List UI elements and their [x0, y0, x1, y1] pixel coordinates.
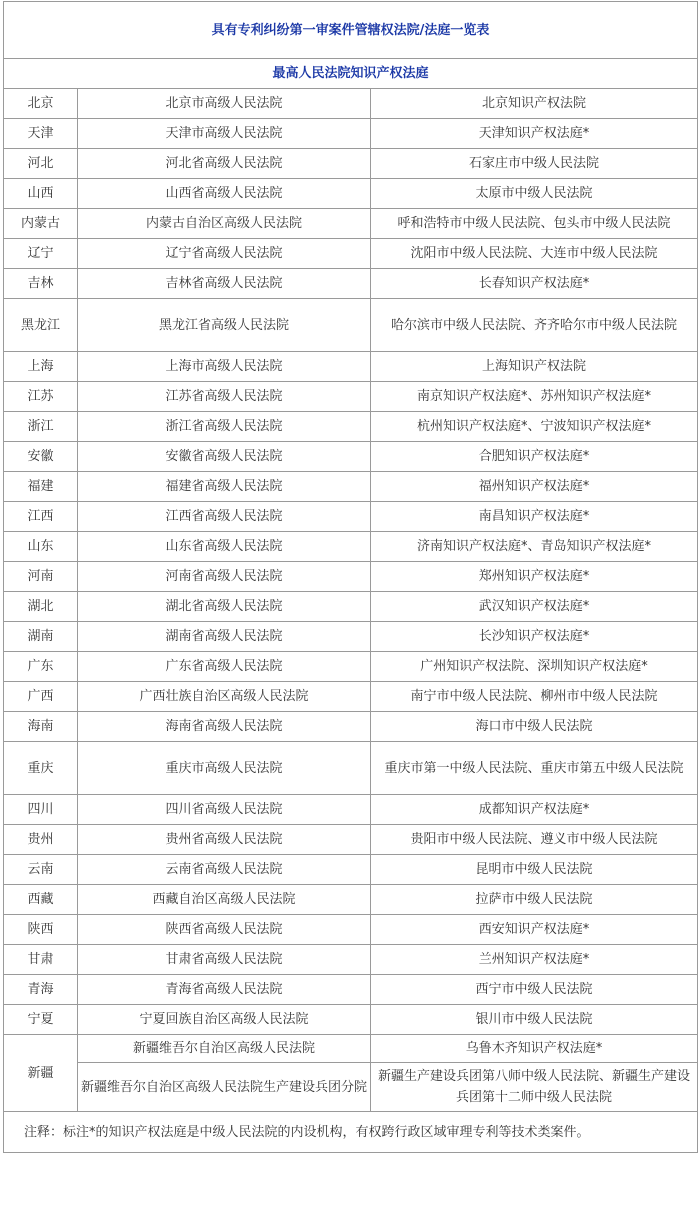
- first-instance-court-cell: 北京知识产权法院: [371, 89, 698, 119]
- table-row: [4, 945, 698, 975]
- table-row-xinjiang-1: [4, 1035, 698, 1063]
- high-court-cell: 海南省高级人民法院: [78, 712, 371, 742]
- first-instance-court-cell: 海口市中级人民法院: [371, 712, 698, 742]
- table-row: [4, 89, 698, 119]
- high-court-cell: 青海省高级人民法院: [78, 975, 371, 1005]
- province-cell: 黑龙江: [4, 299, 78, 352]
- first-instance-court-cell: 石家庄市中级人民法院: [371, 149, 698, 179]
- high-court-cell: 浙江省高级人民法院: [78, 412, 371, 442]
- first-instance-court-cell: 哈尔滨市中级人民法院、齐齐哈尔市中级人民法院: [371, 299, 698, 352]
- table-row: [4, 209, 698, 239]
- province-cell: 山西: [4, 179, 78, 209]
- table-subtitle-row: [4, 59, 698, 89]
- high-court-cell: 辽宁省高级人民法院: [78, 239, 371, 269]
- table-row: [4, 652, 698, 682]
- first-instance-court-cell: 杭州知识产权法庭*、宁波知识产权法庭*: [371, 412, 698, 442]
- table-row: [4, 149, 698, 179]
- table-row: [4, 179, 698, 209]
- high-court-cell: 新疆维吾尔自治区高级人民法院生产建设兵团分院: [78, 1063, 371, 1112]
- table-row: [4, 682, 698, 712]
- first-instance-court-cell: 贵阳市中级人民法院、遵义市中级人民法院: [371, 825, 698, 855]
- province-cell: 吉林: [4, 269, 78, 299]
- high-court-cell: 吉林省高级人民法院: [78, 269, 371, 299]
- first-instance-court-cell: 天津知识产权法庭*: [371, 119, 698, 149]
- first-instance-court-cell: 西安知识产权法庭*: [371, 915, 698, 945]
- province-cell: 江西: [4, 502, 78, 532]
- first-instance-court-cell: 福州知识产权法庭*: [371, 472, 698, 502]
- high-court-cell: 新疆维吾尔自治区高级人民法院: [78, 1035, 371, 1063]
- first-instance-court-cell: 重庆市第一中级人民法院、重庆市第五中级人民法院: [371, 742, 698, 795]
- province-cell: 广东: [4, 652, 78, 682]
- table-row: [4, 299, 698, 352]
- table-row: [4, 622, 698, 652]
- province-cell: 福建: [4, 472, 78, 502]
- table-row: [4, 855, 698, 885]
- table-row: [4, 502, 698, 532]
- first-instance-court-cell: 合肥知识产权法庭*: [371, 442, 698, 472]
- province-cell: 北京: [4, 89, 78, 119]
- table-row: [4, 712, 698, 742]
- high-court-cell: 江苏省高级人民法院: [78, 382, 371, 412]
- high-court-cell: 江西省高级人民法院: [78, 502, 371, 532]
- province-cell: 贵州: [4, 825, 78, 855]
- province-cell: 河南: [4, 562, 78, 592]
- first-instance-court-cell: 呼和浩特市中级人民法院、包头市中级人民法院: [371, 209, 698, 239]
- high-court-cell: 陕西省高级人民法院: [78, 915, 371, 945]
- table-subtitle: 最高人民法院知识产权法庭: [4, 59, 698, 89]
- province-cell: 西藏: [4, 885, 78, 915]
- high-court-cell: 重庆市高级人民法院: [78, 742, 371, 795]
- table-row: [4, 269, 698, 299]
- province-cell: 新疆: [4, 1035, 78, 1112]
- high-court-cell: 河南省高级人民法院: [78, 562, 371, 592]
- first-instance-court-cell: 成都知识产权法庭*: [371, 795, 698, 825]
- high-court-cell: 贵州省高级人民法院: [78, 825, 371, 855]
- table-title: 具有专利纠纷第一审案件管辖权法院/法庭一览表: [4, 2, 698, 59]
- note-row: [4, 1112, 698, 1153]
- first-instance-court-cell: 广州知识产权法院、深圳知识产权法庭*: [371, 652, 698, 682]
- province-cell: 宁夏: [4, 1005, 78, 1035]
- court-table: [3, 1, 698, 1153]
- table-row: [4, 825, 698, 855]
- table-title-row: [4, 2, 698, 59]
- province-cell: 内蒙古: [4, 209, 78, 239]
- high-court-cell: 河北省高级人民法院: [78, 149, 371, 179]
- table-row: [4, 742, 698, 795]
- first-instance-court-cell: 郑州知识产权法庭*: [371, 562, 698, 592]
- first-instance-court-cell: 太原市中级人民法院: [371, 179, 698, 209]
- first-instance-court-cell: 武汉知识产权法庭*: [371, 592, 698, 622]
- first-instance-court-cell: 昆明市中级人民法院: [371, 855, 698, 885]
- province-cell: 湖南: [4, 622, 78, 652]
- high-court-cell: 黑龙江省高级人民法院: [78, 299, 371, 352]
- note-text: 注释：标注*的知识产权法庭是中级人民法院的内设机构，有权跨行政区域审理专利等技术类案件。: [4, 1112, 698, 1153]
- province-cell: 浙江: [4, 412, 78, 442]
- province-cell: 山东: [4, 532, 78, 562]
- high-court-cell: 广东省高级人民法院: [78, 652, 371, 682]
- table-row: [4, 975, 698, 1005]
- high-court-cell: 广西壮族自治区高级人民法院: [78, 682, 371, 712]
- table-row: [4, 442, 698, 472]
- province-cell: 海南: [4, 712, 78, 742]
- high-court-cell: 宁夏回族自治区高级人民法院: [78, 1005, 371, 1035]
- first-instance-court-cell: 上海知识产权法院: [371, 352, 698, 382]
- table-row: [4, 795, 698, 825]
- province-cell: 四川: [4, 795, 78, 825]
- first-instance-court-cell: 西宁市中级人民法院: [371, 975, 698, 1005]
- first-instance-court-cell: 乌鲁木齐知识产权法庭*: [371, 1035, 698, 1063]
- high-court-cell: 四川省高级人民法院: [78, 795, 371, 825]
- province-cell: 重庆: [4, 742, 78, 795]
- table-row: [4, 562, 698, 592]
- province-cell: 广西: [4, 682, 78, 712]
- table-row-xinjiang-2: [4, 1063, 698, 1112]
- table-row: [4, 532, 698, 562]
- province-cell: 辽宁: [4, 239, 78, 269]
- high-court-cell: 西藏自治区高级人民法院: [78, 885, 371, 915]
- province-cell: 安徽: [4, 442, 78, 472]
- province-cell: 陕西: [4, 915, 78, 945]
- province-cell: 青海: [4, 975, 78, 1005]
- province-cell: 江苏: [4, 382, 78, 412]
- first-instance-court-cell: 兰州知识产权法庭*: [371, 945, 698, 975]
- high-court-cell: 山东省高级人民法院: [78, 532, 371, 562]
- high-court-cell: 内蒙古自治区高级人民法院: [78, 209, 371, 239]
- high-court-cell: 湖南省高级人民法院: [78, 622, 371, 652]
- province-cell: 上海: [4, 352, 78, 382]
- high-court-cell: 安徽省高级人民法院: [78, 442, 371, 472]
- high-court-cell: 云南省高级人民法院: [78, 855, 371, 885]
- high-court-cell: 天津市高级人民法院: [78, 119, 371, 149]
- table-row: [4, 382, 698, 412]
- first-instance-court-cell: 拉萨市中级人民法院: [371, 885, 698, 915]
- first-instance-court-cell: 长沙知识产权法庭*: [371, 622, 698, 652]
- first-instance-court-cell: 南昌知识产权法庭*: [371, 502, 698, 532]
- high-court-cell: 甘肃省高级人民法院: [78, 945, 371, 975]
- table-row: [4, 472, 698, 502]
- province-cell: 云南: [4, 855, 78, 885]
- table-row: [4, 412, 698, 442]
- province-cell: 甘肃: [4, 945, 78, 975]
- province-cell: 天津: [4, 119, 78, 149]
- first-instance-court-cell: 南宁市中级人民法院、柳州市中级人民法院: [371, 682, 698, 712]
- first-instance-court-cell: 长春知识产权法庭*: [371, 269, 698, 299]
- table-row: [4, 915, 698, 945]
- table-row: [4, 1005, 698, 1035]
- first-instance-court-cell: 南京知识产权法庭*、苏州知识产权法庭*: [371, 382, 698, 412]
- first-instance-court-cell: 济南知识产权法庭*、青岛知识产权法庭*: [371, 532, 698, 562]
- high-court-cell: 山西省高级人民法院: [78, 179, 371, 209]
- high-court-cell: 北京市高级人民法院: [78, 89, 371, 119]
- table-row: [4, 239, 698, 269]
- table-row: [4, 119, 698, 149]
- table-row: [4, 352, 698, 382]
- table-row: [4, 592, 698, 622]
- first-instance-court-cell: 沈阳市中级人民法院、大连市中级人民法院: [371, 239, 698, 269]
- high-court-cell: 湖北省高级人民法院: [78, 592, 371, 622]
- high-court-cell: 上海市高级人民法院: [78, 352, 371, 382]
- table-row: [4, 885, 698, 915]
- first-instance-court-cell: 银川市中级人民法院: [371, 1005, 698, 1035]
- province-cell: 河北: [4, 149, 78, 179]
- high-court-cell: 福建省高级人民法院: [78, 472, 371, 502]
- first-instance-court-cell: 新疆生产建设兵团第八师中级人民法院、新疆生产建设兵团第十二师中级人民法院: [371, 1063, 698, 1112]
- court-list-document: [3, 1, 697, 1153]
- province-cell: 湖北: [4, 592, 78, 622]
